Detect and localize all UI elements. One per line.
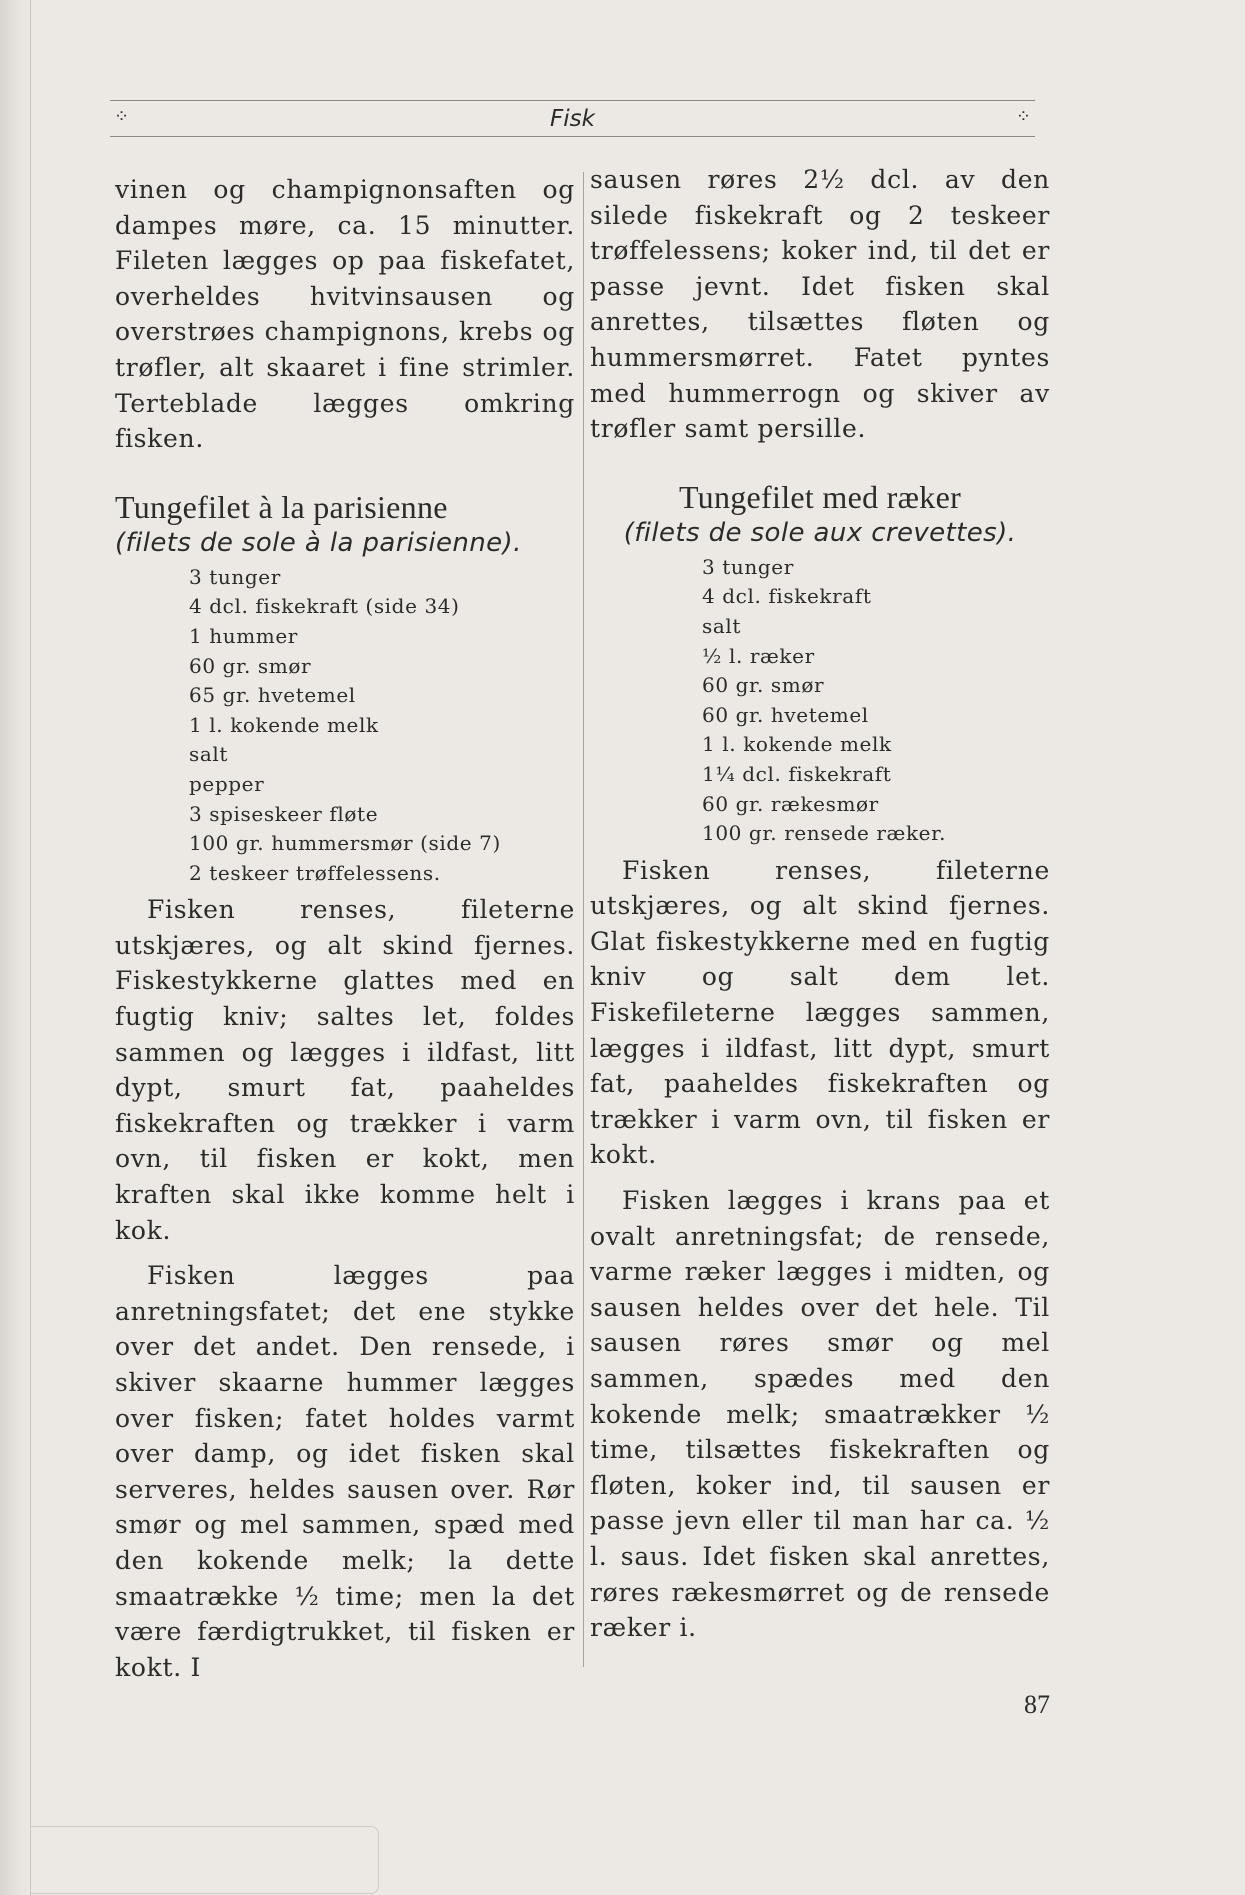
ornament-right-icon: ⁘ bbox=[1015, 106, 1031, 127]
ingredient-item: 60 gr. smør bbox=[189, 653, 312, 678]
ingredient-item: ½ l. ræker bbox=[702, 643, 815, 668]
column-divider bbox=[583, 172, 584, 1667]
ingredient-item: 60 gr. rækesmør bbox=[702, 791, 879, 816]
page-number: 87 bbox=[1024, 1690, 1050, 1719]
ornament-left-icon: ⁘ bbox=[114, 106, 130, 127]
left-method-paragraph-1: Fisken renses, fileterne utskjæres, og alt skind fjernes. Fiskestykkerne glattes med en fugtig kniv; saltes let, foldes sammen og lægges i ildfast, litt dypt, smurt fat, paaheldes fiskekraften og trækker i varm ovn, til fisken er kokt, men kraften skal ikke komme helt i kok. bbox=[115, 895, 575, 1245]
right-intro-paragraph: sausen røres 2½ dcl. av den silede fiskekraft og 2 teskeer trøffelessens; koker ind, til det er passe jevnt. Idet fisken skal anrettes, tilsættes fløten og hummersmørret. Fatet pyntes med hummerrogn og skiver av trøfler samt persille. bbox=[590, 165, 1050, 444]
ingredient-item: 100 gr. hummersmør (side 7) bbox=[189, 831, 501, 856]
page-tab-outline bbox=[30, 1826, 379, 1894]
ingredient-item: 3 spiseskeer fløte bbox=[189, 801, 379, 826]
right-method-paragraph-2: Fisken lægges i krans paa et ovalt anretningsfat; de rensede, varme ræker lægges i midten, og sausen heldes over det hele. Til sausen røres smør og mel sammen, spædes med den kokende melk; smaatrækker ½ time, tilsættes fiskekraften og fløten, koker ind, til sausen er passe jevn eller til man har ca. ½ l. saus. Idet fisken skal anrettes, røres rækesmørret og de rensede ræker i. bbox=[590, 1186, 1050, 1643]
right-recipe-subtitle: (filets de sole aux crevettes). bbox=[623, 517, 1017, 548]
left-method-paragraph-2: Fisken lægges paa anretningsfatet; det ene stykke over det andet. Den rensede, i skiver skaarne hummer lægges over fisken; fatet holdes varmt over damp, og idet fisken skal serveres, heldes sausen over. Rør smør og mel sammen, spæd med den kokende melk; la dette smaatrække ½ time; men la det være færdigtrukket, til fisken er kokt. I bbox=[115, 1261, 575, 1682]
left-recipe-title: Tungefilet à la parisienne bbox=[115, 488, 448, 525]
ingredient-item: 4 dcl. fiskekraft (side 34) bbox=[189, 594, 460, 619]
ingredient-item: salt bbox=[189, 742, 229, 767]
ingredient-item: 60 gr. hvetemel bbox=[702, 702, 869, 727]
ingredient-item: 4 dcl. fiskekraft bbox=[702, 584, 872, 609]
left-recipe-subtitle: (filets de sole à la parisienne). bbox=[115, 527, 522, 558]
ingredient-item: 3 tunger bbox=[702, 554, 794, 579]
ingredient-item: 3 tunger bbox=[189, 564, 281, 589]
ingredient-item: 65 gr. hvetemel bbox=[189, 683, 356, 708]
left-column bbox=[115, 172, 575, 1685]
right-method-paragraph-1: Fisken renses, fileterne utskjæres, og alt skind fjernes. Glat fiskestykkerne med en fugtig kniv og salt dem let. Fiskefileterne lægges sammen, lægges i ildfast, litt dypt, smurt fat, paaheldes fiskekraften og trækker i varm ovn, til fisken er kokt. bbox=[590, 855, 1050, 1170]
right-recipe-title: Tungefilet med ræker bbox=[678, 478, 962, 515]
ingredient-item: 1 hummer bbox=[189, 623, 298, 648]
ingredient-item: 1 l. kokende melk bbox=[189, 712, 379, 737]
left-ingredient-list bbox=[189, 563, 575, 889]
running-header bbox=[110, 94, 1035, 140]
ingredient-item: pepper bbox=[189, 771, 265, 796]
right-column bbox=[590, 162, 1050, 1646]
ingredient-item: 1 l. kokende melk bbox=[702, 732, 892, 757]
header-rule-top bbox=[110, 100, 1035, 101]
header-title: Fisk bbox=[550, 106, 595, 132]
right-ingredient-list bbox=[702, 553, 1050, 849]
ingredient-item: salt bbox=[702, 613, 742, 638]
ingredient-item: 60 gr. smør bbox=[702, 673, 825, 698]
ingredient-item: 2 teskeer trøffelessens. bbox=[189, 860, 441, 885]
ingredient-item: 100 gr. rensede ræker. bbox=[702, 821, 947, 846]
header-rule-bottom bbox=[110, 136, 1035, 137]
left-intro-paragraph: vinen og champignonsaften og dampes møre, ca. 15 minutter. Fileten lægges op paa fiskefatet, overheldes hvitvinsausen og overstrøes champignons, krebs og trøfler, alt skaaret i fine strimler. Terteblade lægges omkring fisken. bbox=[115, 175, 575, 454]
ingredient-item: 1¼ dcl. fiskekraft bbox=[702, 761, 892, 786]
book-binding-edge bbox=[0, 0, 31, 1895]
